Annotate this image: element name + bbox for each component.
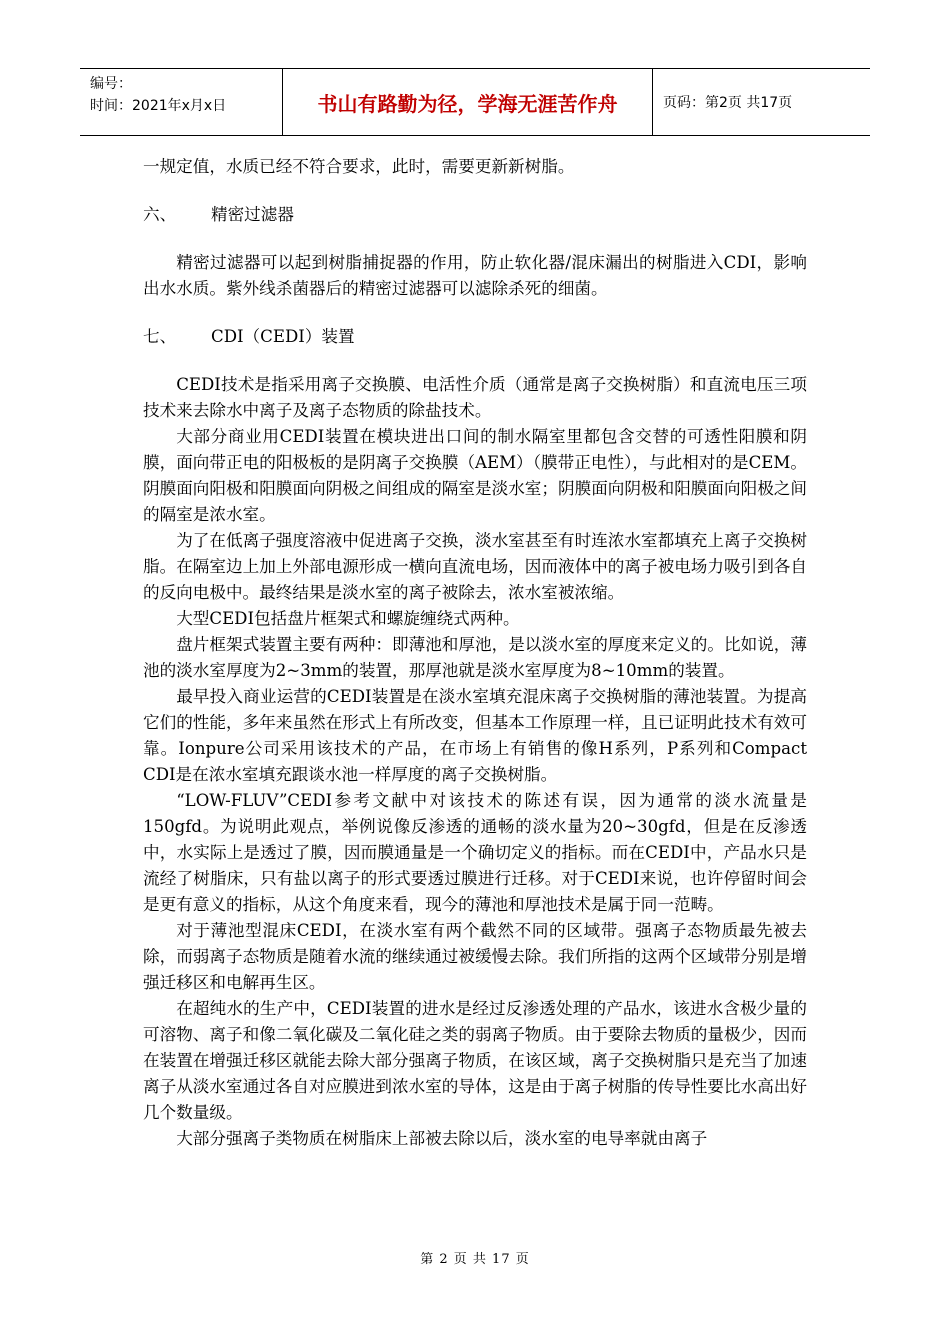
header-motto: 书山有路勤为径，学海无涯苦作舟 [283,69,653,135]
section-number: 六、 [143,205,177,224]
paragraph: 最早投入商业运营的CEDI装置是在淡水室填充混床离子交换树脂的薄池装置。为提高它们的性能，多年来虽然在形式上有所改变，但基本工作原理一样，且已证明此技术有效可靠。Ionpure公司采用该技术的产品，在市场上有销售的像H系列，P系列和Compact CDI是在浓水室填充跟谈水池一样厚度的离子交换树脂。 [143,687,807,784]
paragraph: CEDI技术是指采用离子交换膜、电活性介质（通常是离子交换树脂）和直流电压三项技术来去除水中离子及离子态物质的除盐技术。 [143,375,807,420]
paragraph-continuation: 一规定值，水质已经不符合要求，此时，需要更新新树脂。 [143,157,575,176]
page-footer: 第 2 页 共 17 页 [420,1252,530,1267]
document-time-label: 时间：2021年x月x日 [90,98,227,114]
section-title: CDI（CEDI）装置 [211,327,355,346]
document-number-label: 编号： [90,76,132,92]
header-page-info: 页码：第2页 共17页 [663,95,793,111]
paragraph: 盘片框架式装置主要有两种：即薄池和厚池，是以淡水室的厚度来定义的。比如说，薄池的淡水室厚度为2~3mm的装置，那厚池就是淡水室厚度为8~10mm的装置。 [143,635,807,680]
paragraph: 为了在低离子强度溶液中促进离子交换，淡水室甚至有时连浓水室都填充上离子交换树脂。在隔室边上加上外部电源形成一横向直流电场，因而液体中的离子被电场力吸引到各自的反向电极中。最终结果是淡水室的离子被除去，浓水室被浓缩。 [143,531,807,602]
paragraph: 对于薄池型混床CEDI，在淡水室有两个截然不同的区域带。强离子态物质最先被去除，而弱离子态物质是随着水流的继续通过被缓慢去除。我们所指的这两个区域带分别是增强迁移区和电解再生区。 [143,921,807,992]
page-header [80,68,870,136]
paragraph: 大型CEDI包括盘片框架式和螺旋缠绕式两种。 [176,609,520,628]
section-heading-6 [143,202,807,228]
paragraph: 在超纯水的生产中，CEDI装置的进水是经过反渗透处理的产品水，该进水含极少量的可溶物、离子和像二氧化碳及二氧化硅之类的弱离子物质。由于要除去物质的量极少，因而在装置在增强迁移区就能去除大部分强离子物质，在该区域，离子交换树脂只是充当了加速离子从淡水室通过各自对应膜进到浓水室的导体，这是由于离子树脂的传导性要比水高出好几个数量级。 [143,999,807,1122]
document-body [143,154,807,1152]
paragraph-filter: 精密过滤器可以起到树脂捕捉器的作用，防止软化器/混床漏出的树脂进入CDI，影响出水水质。紫外线杀菌器后的精密过滤器可以滤除杀死的细菌。 [143,253,807,298]
header-meta-cell [80,69,283,135]
paragraph: 大部分强离子类物质在树脂床上部被去除以后，淡水室的电导率就由离子 [176,1129,708,1148]
section-heading-7 [143,324,807,350]
section-title: 精密过滤器 [211,205,294,224]
paragraph: “LOW-FLUV”CEDI参考文献中对该技术的陈述有误，因为通常的淡水流量是150gfd。为说明此观点，举例说像反渗透的通畅的淡水量为20~30gfd，但是在反渗透中，水实际上是透过了膜，因而膜通量是一个确切定义的指标。而在CEDI中，产品水只是流经了树脂床，只有盐以离子的形式要透过膜进行迁移。对于CEDI来说，也许停留时间会是更有意义的指标，从这个角度来看，现今的薄池和厚池技术是属于同一范畴。 [143,791,807,914]
paragraph: 大部分商业用CEDI装置在模块进出口间的制水隔室里都包含交替的可透性阳膜和阴膜，面向带正电的阳极板的是阴离子交换膜（AEM）（膜带正电性），与此相对的是CEM。阴膜面向阳极和阳膜面向阴极之间组成的隔室是淡水室；阴膜面向阴极和阳膜面向阳极之间的隔室是浓水室。 [143,427,807,524]
section-number: 七、 [143,327,177,346]
